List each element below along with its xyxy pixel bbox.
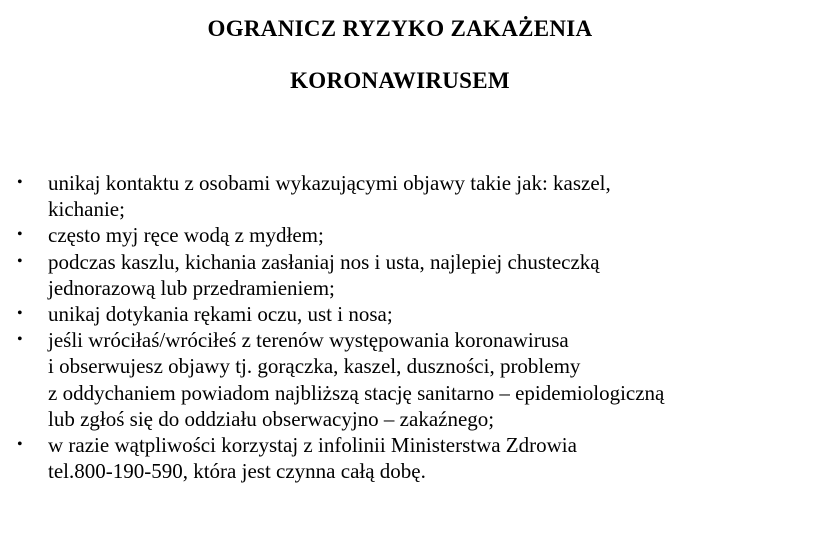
bullet-icon: •	[17, 226, 23, 244]
list-item-text: często myj ręce wodą z mydłem;	[48, 223, 324, 248]
bullet-icon: •	[17, 331, 23, 349]
title-line-2: KORONAWIRUSEM	[290, 68, 510, 93]
list-item	[0, 327, 821, 432]
list-item-text: lub zgłoś się do oddziału obserwacyjno – zakaźnego;	[48, 406, 495, 431]
list-item	[0, 249, 821, 301]
list-item-text: jednorazową lub przedramieniem;	[48, 275, 335, 300]
list-item	[0, 170, 821, 222]
bullet-icon: •	[17, 252, 23, 270]
list-item	[0, 222, 821, 248]
list-item-text: i obserwujesz objawy tj. gorączka, kaszel, duszności, problemy	[48, 354, 581, 379]
bullet-icon: •	[17, 436, 23, 454]
list-item-text: podczas kaszlu, kichania zasłaniaj nos i usta, najlepiej chusteczką	[48, 249, 600, 274]
bullet-icon: •	[17, 305, 23, 323]
list-item-text: unikaj dotykania rękami oczu, ust i nosa;	[48, 302, 393, 327]
list-item-text: jeśli wróciłaś/wróciłeś z terenów występowania koronawirusa	[48, 328, 569, 353]
list-item-text: tel.800-190-590, która jest czynna całą dobę.	[48, 459, 426, 484]
advice-list	[0, 170, 821, 484]
list-item	[0, 301, 821, 327]
list-item-text: z oddychaniem powiadom najbliższą stację sanitarno – epidemiologiczną	[48, 380, 665, 405]
list-item-text: kichanie;	[48, 197, 125, 222]
title-line-1: OGRANICZ RYZYKO ZAKAŻENIA	[207, 16, 593, 41]
list-item	[0, 432, 821, 484]
bullet-icon: •	[17, 174, 23, 191]
list-item-text: unikaj kontaktu z osobami wykazującymi objawy takie jak: kaszel,	[48, 171, 611, 195]
list-item-text: w razie wątpliwości korzystaj z infolinii Ministerstwa Zdrowia	[48, 433, 577, 458]
